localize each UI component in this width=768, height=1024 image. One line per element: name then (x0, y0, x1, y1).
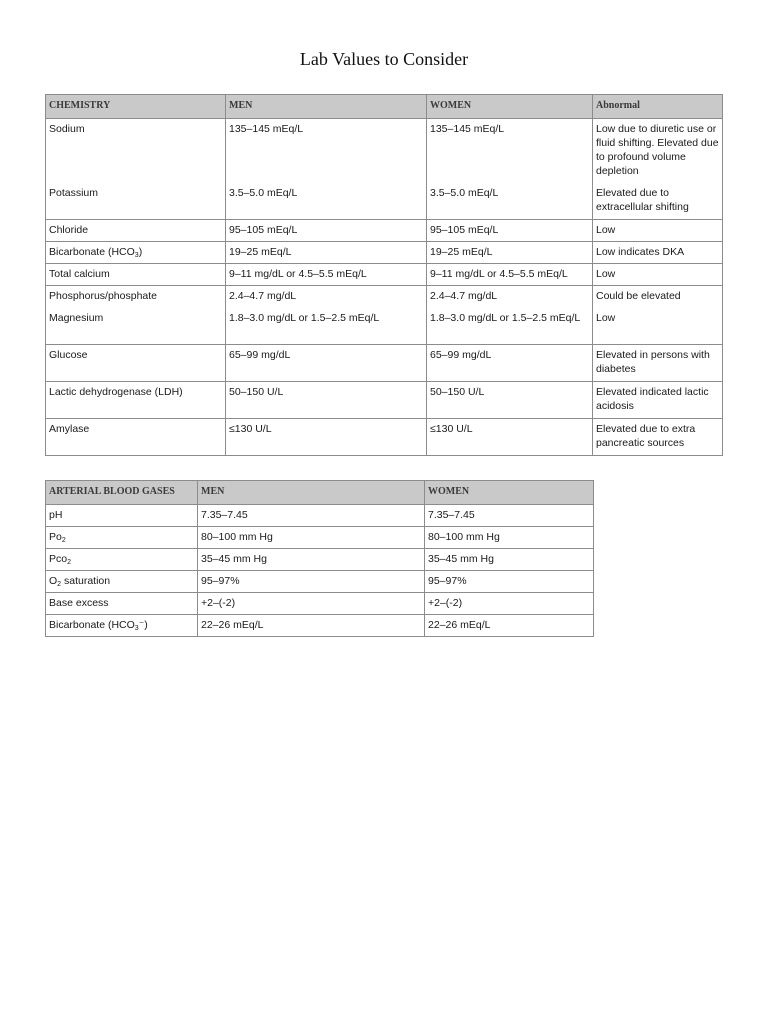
page-title: Lab Values to Consider (299, 49, 469, 69)
table-row (46, 220, 723, 242)
test-name: Potassium (46, 183, 226, 220)
test-name: Pco$_2$ (46, 549, 198, 571)
column-header: ARTERIAL BLOOD GASES (46, 481, 198, 505)
test-name: Lactic dehydrogenase (LDH) (46, 382, 226, 419)
abnormal-note: Low due to diuretic use or fluid shifting. Elevated due to profound volume depletion (593, 119, 723, 183)
men-value: 80–100 mm Hg (198, 527, 425, 549)
test-name: Phosphorus/phosphate (46, 286, 226, 308)
test-name: pH (46, 505, 198, 527)
table-row (46, 593, 594, 615)
column-header: WOMEN (425, 481, 594, 505)
abnormal-note: Elevated due to extracellular shifting (593, 183, 723, 220)
men-value: 1.8–3.0 mg/dL or 1.5–2.5 mEq/L (226, 308, 427, 345)
test-name: Total calcium (46, 264, 226, 286)
men-value: 19–25 mEq/L (226, 242, 427, 264)
women-value: 3.5–5.0 mEq/L (427, 183, 593, 220)
men-value: 95–105 mEq/L (226, 220, 427, 242)
table-row (46, 615, 594, 637)
test-name: Chloride (46, 220, 226, 242)
test-name: $O_2$ saturation (46, 571, 198, 593)
table-row (46, 183, 723, 220)
women-value: 22–26 mEq/L (425, 615, 594, 637)
test-name: Glucose (46, 345, 226, 382)
women-value: 95–105 mEq/L (427, 220, 593, 242)
table-row (46, 345, 723, 382)
women-value: 2.4–4.7 mg/dL (427, 286, 593, 308)
women-value: 65–99 mg/dL (427, 345, 593, 382)
men-value: 9–11 mg/dL or 4.5–5.5 mEq/L (226, 264, 427, 286)
men-value: 22–26 mEq/L (198, 615, 425, 637)
test-name: $Po_2$ (46, 527, 198, 549)
men-value: 50–150 U/L (226, 382, 427, 419)
table-row (46, 382, 723, 419)
women-value: 7.35–7.45 (425, 505, 594, 527)
women-value: 35–45 mm Hg (425, 549, 594, 571)
column-header: MEN (198, 481, 425, 505)
test-name: Magnesium (46, 308, 226, 345)
table-row (46, 119, 723, 183)
abnormal-note: Low indicates DKA (593, 242, 723, 264)
abnormal-note: Elevated in persons with diabetes (593, 345, 723, 382)
women-value: +2–(-2) (425, 593, 594, 615)
women-value: 1.8–3.0 mg/dL or 1.5–2.5 mEq/L (427, 308, 593, 345)
column-header: MEN (226, 95, 427, 119)
table-row (46, 505, 594, 527)
women-value: 19–25 mEq/L (427, 242, 593, 264)
women-value: 95–97% (425, 571, 594, 593)
men-value: 7.35–7.45 (198, 505, 425, 527)
abnormal-note: Elevated due to extra pancreatic sources (593, 419, 723, 456)
women-value: 135–145 mEq/L (427, 119, 593, 183)
table-row (46, 527, 594, 549)
men-value: 65–99 mg/dL (226, 345, 427, 382)
table-row (46, 549, 594, 571)
arterial-blood-gases-table (45, 480, 594, 637)
table-row (46, 419, 723, 456)
abnormal-note: Low (593, 264, 723, 286)
table-row (46, 571, 594, 593)
men-value: 35–45 mm Hg (198, 549, 425, 571)
table-header-row (46, 481, 594, 505)
men-value: 135–145 mEq/L (226, 119, 427, 183)
men-value: 2.4–4.7 mg/dL (226, 286, 427, 308)
women-value: ≤130 U/L (427, 419, 593, 456)
column-header: WOMEN (427, 95, 593, 119)
women-value: 9–11 mg/dL or 4.5–5.5 mEq/L (427, 264, 593, 286)
men-value: +2–(-2) (198, 593, 425, 615)
men-value: 95–97% (198, 571, 425, 593)
men-value: ≤130 U/L (226, 419, 427, 456)
women-value: 50–150 U/L (427, 382, 593, 419)
abnormal-note: Could be elevated (593, 286, 723, 308)
test-name: Sodium (46, 119, 226, 183)
table-row (46, 286, 723, 308)
table-row (46, 308, 723, 345)
test-name: Amylase (46, 419, 226, 456)
column-header: Abnormal (593, 95, 723, 119)
test-name: Bicarbonate $(HCO_3^-)$ (46, 615, 198, 637)
table-header-row (46, 95, 723, 119)
test-name: Base excess (46, 593, 198, 615)
abnormal-note: Low (593, 308, 723, 345)
abnormal-note: Low (593, 220, 723, 242)
men-value: 3.5–5.0 mEq/L (226, 183, 427, 220)
column-header: CHEMISTRY (46, 95, 226, 119)
test-name: Bicarbonate $(HCO_3)$ (46, 242, 226, 264)
table-row (46, 264, 723, 286)
chemistry-table (45, 94, 723, 456)
women-value: 80–100 mm Hg (425, 527, 594, 549)
table-row (46, 242, 723, 264)
abnormal-note: Elevated indicated lactic acidosis (593, 382, 723, 419)
